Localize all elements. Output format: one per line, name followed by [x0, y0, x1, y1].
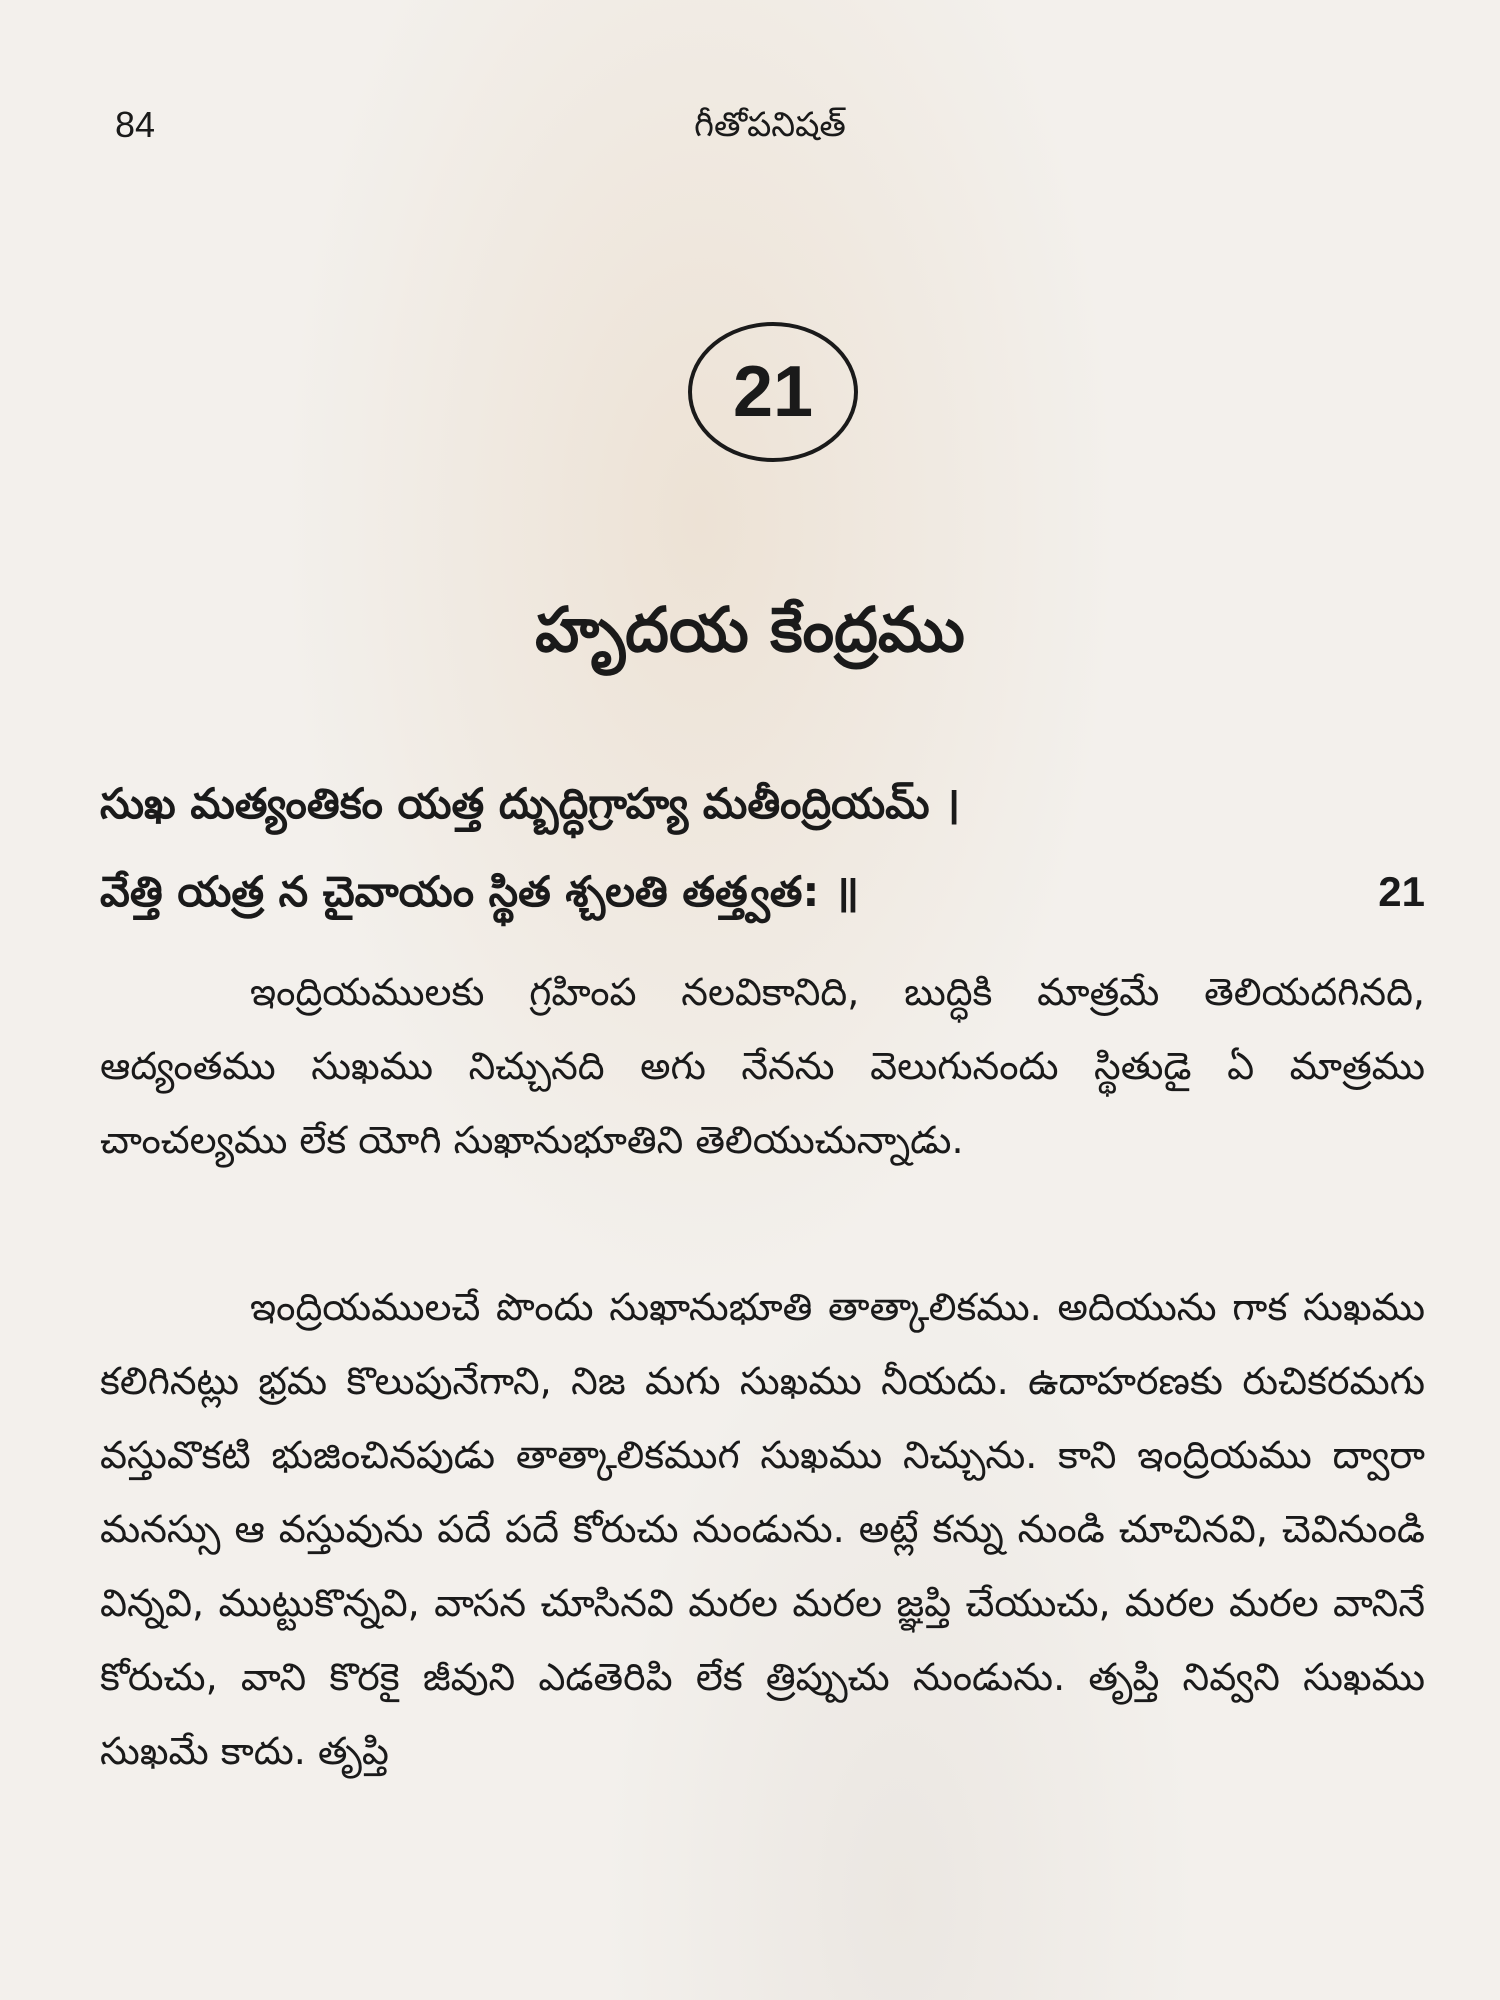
- verse-line-2: [100, 848, 1425, 936]
- page-number: 84: [115, 104, 156, 145]
- commentary-paragraph-1: ఇంద్రియములకు గ్రహింప నలవికానిది, బుద్ధికి మాత్రమే తెలియదగినది, ఆద్యంతము సుఖము నిచ్చునది అగు నేనను వెలుగునందు స్థితుడై ఏ మాత్రము చాంచల్యము లేక యోగి సుఖానుభూతిని తెలియుచున్నాడు.: [100, 970, 1425, 1162]
- verse-line-2-text: వేత్తి యత్ర న చైవాయం స్థిత శ్చలతి తత్త్వత: ॥: [100, 867, 860, 916]
- chapter-title: హృదయ కేంద్రము: [535, 593, 965, 666]
- chapter-number: 21: [732, 352, 814, 432]
- chapter-number-circle: [688, 322, 858, 462]
- commentary-paragraph-2: ఇంద్రియములచే పొందు సుఖానుభూతి తాత్కాలికము. అదియును గాక సుఖము కలిగినట్లు భ్రమ కొలుపునేగాని, నిజ మగు సుఖము నీయదు. ఉదాహరణకు రుచికరమగు వస్తువొకటి భుజించినపుడు తాత్కాలికముగ సుఖము నిచ్చును. కాని ఇంద్రియము ద్వారా మనస్సు ఆ వస్తువును పదే పదే కోరుచు నుండును. అట్లే కన్ను నుండి చూచినవి, చెవినుండి విన్నవి, ముట్టుకొన్నవి, వాసన చూసినవి మరల మరల జ్ఞప్తి చేయుచు, మరల మరల వానినే కోరుచు, వాని కొరకై జీవుని ఎడతెరిపి లేక త్రిప్పుచు నుండును. తృప్తి నివ్వని సుఖము సుఖమే కాదు. తృప్తి: [100, 1285, 1425, 1773]
- verse-line-1: సుఖ మత్యంతికం యత్త ద్బుద్ధిగ్రాహ్య మతీంద్రియమ్ ।: [100, 779, 961, 828]
- sanskrit-verse: [100, 760, 1425, 936]
- verse-number: 21: [1378, 868, 1425, 915]
- running-title: గీతోపనిషత్: [694, 105, 846, 145]
- page-header: [115, 95, 1425, 155]
